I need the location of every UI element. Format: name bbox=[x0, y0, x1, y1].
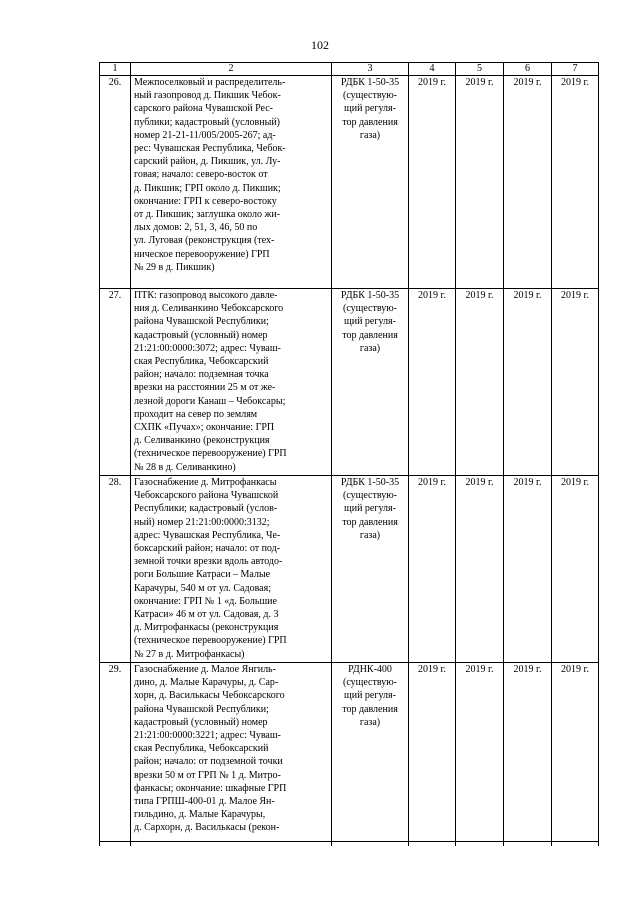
year-cell: 2019 г. bbox=[409, 663, 456, 847]
year-cell: 2019 г. bbox=[552, 289, 599, 476]
gas-regulator: РДБК 1-50-35 (существую- щий регуля- тор давления газа) bbox=[332, 476, 409, 663]
year-cell: 2019 г. bbox=[456, 663, 504, 847]
column-number: 4 bbox=[409, 63, 456, 76]
year-cell: 2019 г. bbox=[456, 76, 504, 289]
year-cell: 2019 г. bbox=[504, 76, 552, 289]
column-number: 7 bbox=[552, 63, 599, 76]
gas-regulator: РДБК 1-50-35 (существую- щий регуля- тор давления газа) bbox=[332, 289, 409, 476]
row-number: 29. bbox=[100, 663, 131, 847]
year-cell: 2019 г. bbox=[409, 476, 456, 663]
column-number: 1 bbox=[100, 63, 131, 76]
row-number: 27. bbox=[100, 289, 131, 476]
year-cell: 2019 г. bbox=[552, 476, 599, 663]
year-cell: 2019 г. bbox=[552, 663, 599, 847]
year-cell: 2019 г. bbox=[409, 76, 456, 289]
year-cell: 2019 г. bbox=[456, 289, 504, 476]
year-cell: 2019 г. bbox=[504, 476, 552, 663]
column-number-row bbox=[100, 63, 599, 76]
object-description: ПТК: газопровод высокого давле- ния д. Селиванкино Чебоксарского района Чувашской Республики; кадастровый (условный) номер 21:21:00:0000:3072; адрес: Чуваш- ская Республика, Чебоксарский район; начало: подземная точка врезки на расстоянии 25 м от же- лезной дороги Канаш – Чебоксары; проходит на север по землям СХПК «Пучах»; окончание: ГРП д. Селиванкино (реконструкция (техническое перевооружение) ГРП № 28 в д. Селиванкино) bbox=[131, 289, 332, 476]
year-cell: 2019 г. bbox=[552, 76, 599, 289]
table-bottom-rule bbox=[99, 841, 598, 842]
gas-regulator: РДБК 1-50-35 (существую- щий регуля- тор давления газа) bbox=[332, 76, 409, 289]
gas-regulator: РДНК-400 (существую- щий регуля- тор давления газа) bbox=[332, 663, 409, 847]
table-row bbox=[100, 76, 599, 289]
year-cell: 2019 г. bbox=[504, 289, 552, 476]
row-number: 28. bbox=[100, 476, 131, 663]
year-cell: 2019 г. bbox=[456, 476, 504, 663]
object-description: Межпоселковый и распределитель- ный газопровод д. Пикшик Чебок- сарского района Чувашской Рес- публики; кадастровый (условный) номер 21-21-11/005/2005-267; ад- рес: Чувашская Республика, Чебок- сарский район, д. Пикшик, ул. Лу- говая; начало: северо-восток от д. Пикшик; ГРП около д. Пикшик; окончание: ГРП к северо-востоку от д. Пикшик; заглушка около жи- лых домов: 2, 51, 3, 46, 50 по ул. Луговая (реконструкция (тех- ническое перевооружение) ГРП № 29 в д. Пикшик) bbox=[131, 76, 332, 289]
object-description: Газоснабжение д. Малое Янгиль- дино, д. Малые Карачуры, д. Сар- хорн, д. Василькасы Чебоксарского района Чувашской Республики; кадастровый (условный) номер 21:21:00:0000:3221; адрес: Чуваш- ская Республика, Чебоксарский район; начало: от подземной точки врезки 50 м от ГРП № 1 д. Митро- фанкасы; окончание: шкафные ГРП типа ГРПШ-400-01 д. Малое Ян- гильдино, д. Малые Карачуры, д. Сархорн, д. Василькасы (рекон- bbox=[131, 663, 332, 847]
column-number: 5 bbox=[456, 63, 504, 76]
table-row bbox=[100, 289, 599, 476]
table-row bbox=[100, 663, 599, 847]
year-cell: 2019 г. bbox=[409, 289, 456, 476]
column-number: 2 bbox=[131, 63, 332, 76]
objects-table bbox=[99, 62, 599, 846]
page-number: 102 bbox=[311, 38, 329, 52]
column-number: 6 bbox=[504, 63, 552, 76]
year-cell: 2019 г. bbox=[504, 663, 552, 847]
object-description: Газоснабжение д. Митрофанкасы Чебоксарского района Чувашской Республики; кадастровый (услов- ный) номер 21:21:00:0000:3132; адрес: Чувашская Республика, Че- боксарский район; начало: от под- земной точки врезки вдоль автодо- роги Большие Катраси – Малые Карачуры, 540 м от ул. Садовая; окончание: ГРП № 1 «д. Большие Катраси» 46 м от ул. Садовая, д. 3 д. Митрофанкасы (реконструкция (техническое перевооружение) ГРП № 27 в д. Митрофанкасы) bbox=[131, 476, 332, 663]
table-row bbox=[100, 476, 599, 663]
column-number: 3 bbox=[332, 63, 409, 76]
row-number: 26. bbox=[100, 76, 131, 289]
